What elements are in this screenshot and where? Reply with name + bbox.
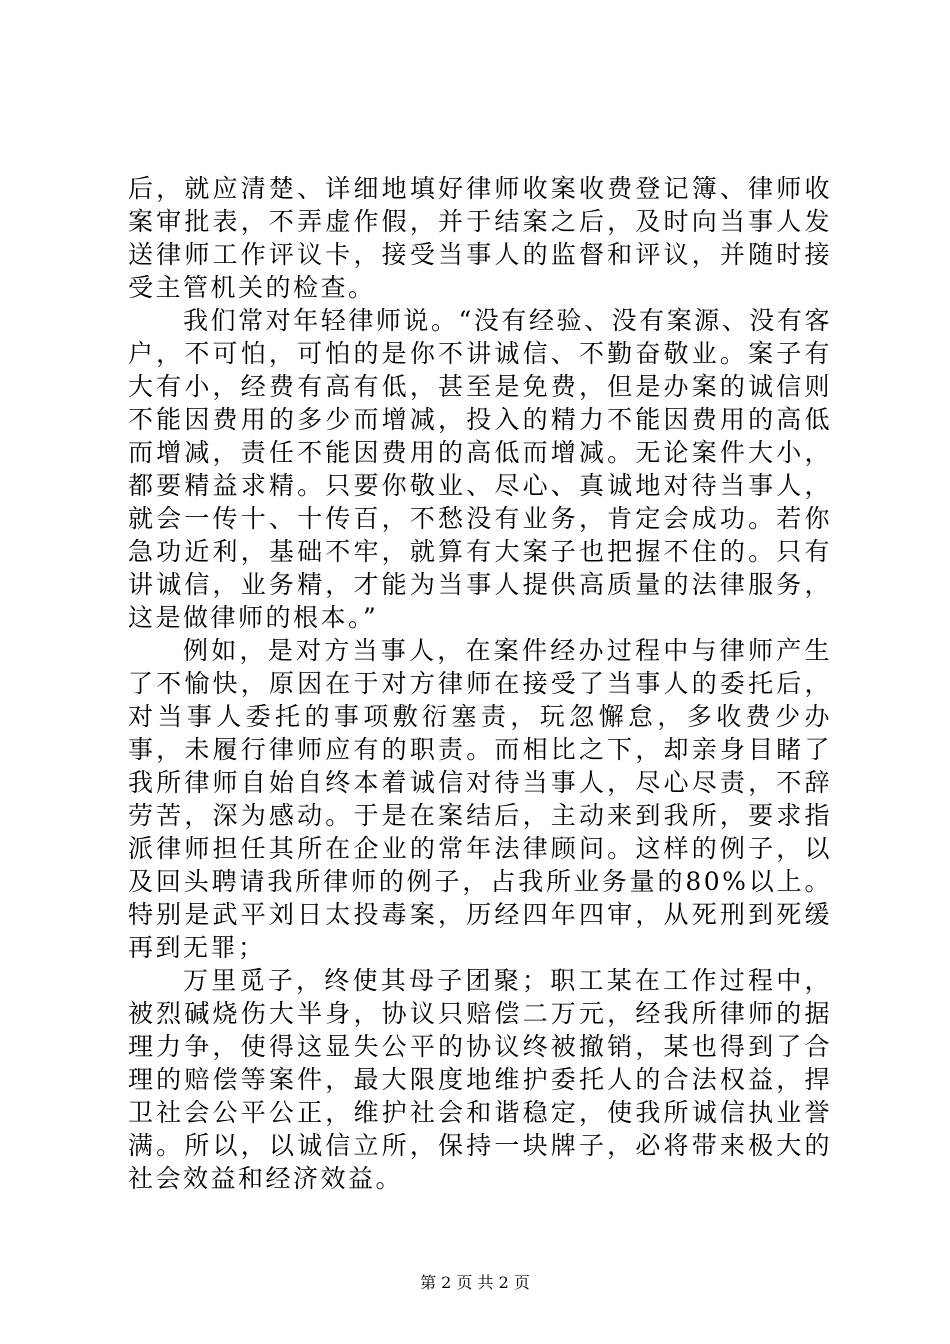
paragraph-1: 后，就应清楚、详细地填好律师收案收费登记簿、律师收案审批表，不弄虚作假，并于结案之后，及时向当事人发送律师工作评议卡，接受当事人的监督和评议，并随时接受主管机关的检查。 [128,174,832,302]
page-footer: 第 2 页 共 2 页 [420,1273,530,1292]
paragraph-4: 万里觅子，终使其母子团聚；职工某在工作过程中，被烈碱烧伤大半身，协议只赔偿二万元，经我所律师的据理力争，使得这显失公平的协议终被撤销，某也得到了合理的赔偿等案件，最大限度地维护委托人的合法权益，捍卫社会公平公正，维护社会和谐稳定，使我所诚信执业誉满。所以，以诚信立所，保持一块牌子，必将带来极大的社会效益和经济效益。 [128,966,832,1193]
document-body [128,172,832,1195]
paragraph-2: 我们常对年轻律师说。“没有经验、没有案源、没有客户，不可怕，可怕的是你不讲诚信、不勤奋敬业。案子有大有小，经费有高有低，甚至是免费，但是办案的诚信则不能因费用的多少而增减，投入的精力不能因费用的高低而增减，责任不能因费用的高低而增减。无论案件大小，都要精益求精。只要你敬业、尽心、真诚地对待当事人，就会一传十、十传百，不愁没有业务，肯定会成功。若你急功近利，基础不牢，就算有大案子也把握不住的。只有讲诚信，业务精，才能为当事人提供高质量的法律服务，这是做律师的根本。” [128,306,832,632]
paragraph-3: 例如，是对方当事人，在案件经办过程中与律师产生了不愉快，原因在于对方律师在接受了当事人的委托后，对当事人委托的事项敷衍塞责，玩忽懈怠，多收费少办事，未履行律师应有的职责。而相比之下，却亲身目睹了我所律师自始自终本着诚信对待当事人，尽心尽责，不辞劳苦，深为感动。于是在案结后，主动来到我所，要求指派律师担任其所在企业的常年法律顾问。这样的例子，以及回头聘请我所律师的例子，占我所业务量的80%以上。特别是武平刘日太投毒案，历经四年四审，从死刑到死缓再到无罪； [128,636,832,962]
